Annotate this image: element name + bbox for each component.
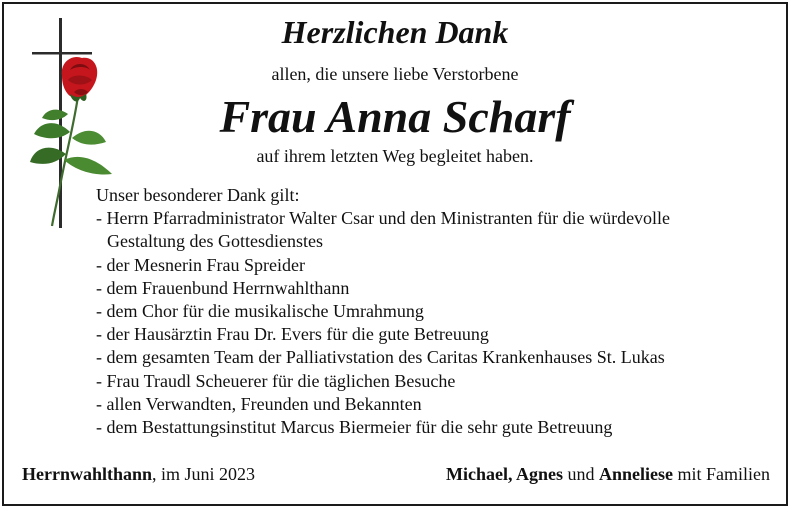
footer-name-2: Agnes bbox=[515, 464, 563, 484]
footer-suffix: mit Familien bbox=[673, 464, 770, 484]
footer-signatures bbox=[446, 462, 770, 486]
footer-date: , im Juni 2023 bbox=[152, 464, 256, 484]
list-item: - der Mesnerin Frau Spreider bbox=[96, 254, 305, 275]
thanks-heading: Unser besonderer Dank gilt: bbox=[96, 185, 300, 205]
after-line: auf ihrem letzten Weg begleitet haben. bbox=[256, 146, 534, 166]
list-item: - dem Frauenbund Herrnwahlthann bbox=[96, 277, 350, 298]
deceased-name: Frau Anna Scharf bbox=[219, 91, 571, 142]
list-item: - Frau Traudl Scheuerer für die täglichen Besuche bbox=[96, 370, 456, 391]
footer-sep-1: , bbox=[507, 464, 516, 484]
list-item: - dem Bestattungsinstitut Marcus Biermeier für die sehr gute Betreuung bbox=[96, 417, 613, 438]
list-item: - dem Chor für die musikalische Umrahmung bbox=[96, 301, 424, 322]
list-item: - dem gesamten Team der Palliativstation des Caritas Krankenhauses St. Lukas bbox=[96, 347, 665, 368]
intro-line: allen, die unsere liebe Verstorbene bbox=[271, 64, 519, 84]
footer-place: Herrnwahlthann bbox=[22, 464, 153, 484]
list-item: - Herrn Pfarradministrator Walter Csar und den Ministranten für die würdevolle Gestaltung des Gottesdienstes bbox=[96, 208, 671, 252]
footer-name-3: Anneliese bbox=[599, 464, 673, 484]
list-item: - der Hausärztin Frau Dr. Evers für die gute Betreuung bbox=[96, 324, 489, 345]
notice-title: Herzlichen Dank bbox=[281, 14, 509, 50]
footer-place-date bbox=[22, 462, 255, 486]
footer-sep-2: und bbox=[563, 464, 599, 484]
thanks-section bbox=[96, 184, 776, 439]
thanks-list bbox=[96, 207, 776, 439]
list-item: - allen Verwandten, Freunden und Bekannten bbox=[96, 393, 422, 414]
footer-name-1: Michael bbox=[445, 464, 508, 484]
